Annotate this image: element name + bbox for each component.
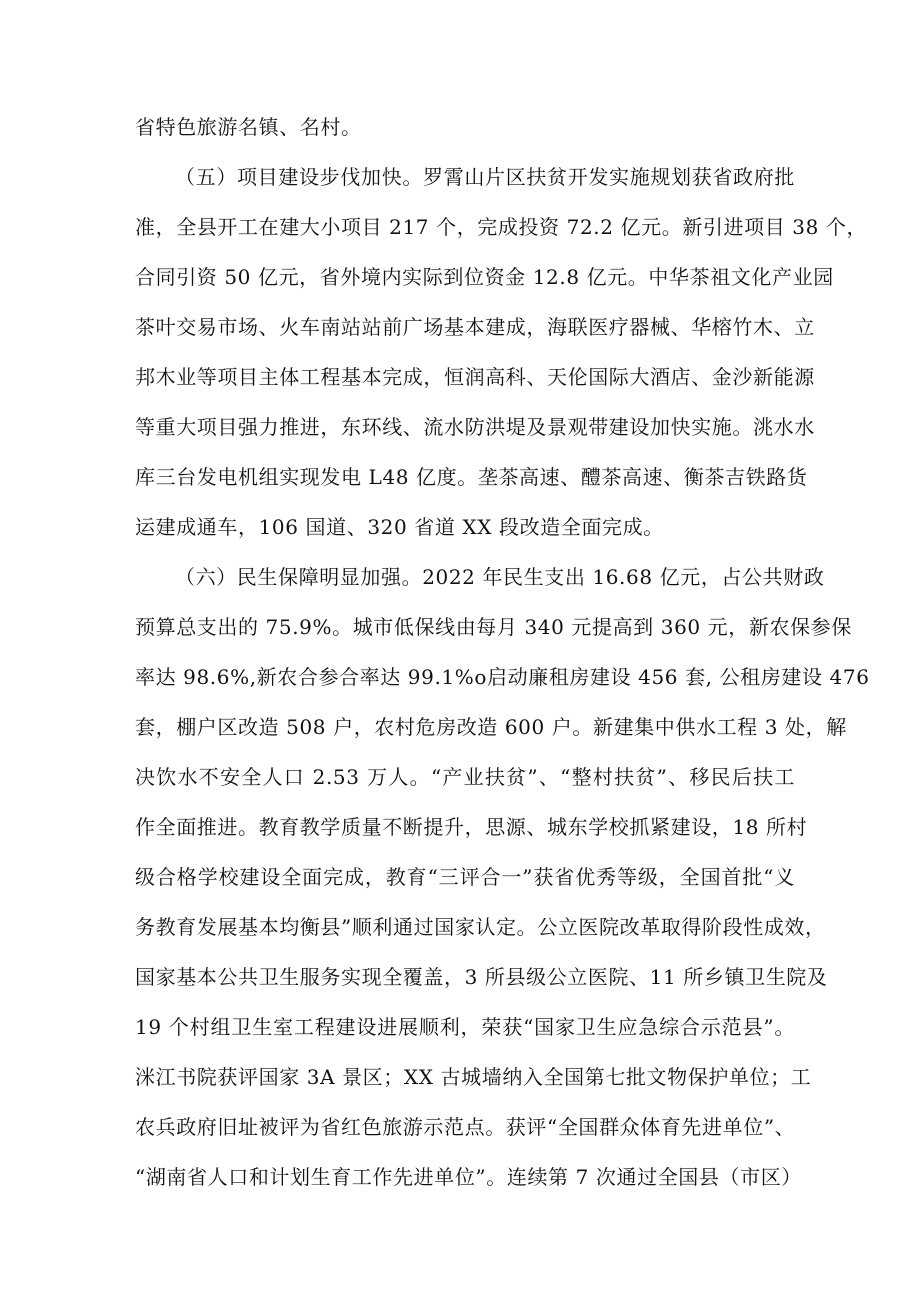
text-line: 合同引资 50 亿元，省外境内实际到位资金 12.8 亿元。中华茶祖文化产业园	[135, 265, 834, 289]
text-line: 作全面推进。教育教学质量不断提升，思源、城东学校抓紧建设，18 所村	[135, 815, 808, 839]
text-line: 准，全县开工在建大小项目 217 个，完成投资 72.2 亿元。新引进项目 38 个，	[135, 215, 868, 239]
text-line: 务教育发展基本均衡县”顺利通过国家认定。公立医院改革取得阶段性成效，	[135, 915, 826, 939]
text-line: 预算总支出的 75.9%。城市低保线由每月 340 元提高到 360 元，新农保参保	[135, 615, 852, 639]
text-line: 茶叶交易市场、火车南站站前广场基本建成，海联医疗器械、华榕竹木、立	[135, 315, 815, 339]
text-line: 邦木业等项目主体工程基本完成，恒润高科、天伦国际大酒店、金沙新能源	[135, 365, 815, 389]
text-line: 省特色旅游名镇、名村。	[135, 115, 362, 139]
text-line: 率达 98.6%,新农合参合率达 99.1%o启动廉租房建设 456 套, 公租房建设 476	[135, 665, 870, 689]
paragraph-six-first-line: （六）民生保障明显加强。2022 年民生支出 16.68 亿元，占公共财政	[175, 565, 825, 589]
text-line: 运建成通车，106 国道、320 省道 XX 段改造全面完成。	[135, 515, 664, 539]
text-line: “湖南省人口和计划生育工作先进单位”。连续第 7 次通过全国县（市区）	[135, 1165, 802, 1189]
text-line: 库三台发电机组实现发电 L48 亿度。垄茶高速、醴茶高速、衡茶吉铁路货	[135, 465, 808, 489]
text-line: 决饮水不安全人口 2.53 万人。“产业扶贫”、“整村扶贫”、移民后扶工	[135, 765, 795, 789]
text-line: 洣江书院获评国家 3A 景区；XX 古城墙纳入全国第七批文物保护单位；工	[135, 1065, 812, 1089]
text-line: 套，棚户区改造 508 户，农村危房改造 600 户。新建集中供水工程 3 处，解	[135, 715, 847, 739]
text-line: 农兵政府旧址被评为省红色旅游示范点。获评“全国群众体育先进单位”、	[135, 1115, 796, 1139]
text-line: 国家基本公共卫生服务实现全覆盖，3 所县级公立医院、11 所乡镇卫生院及	[135, 965, 828, 989]
text-line: 等重大项目强力推进，东环线、流水防洪堤及景观带建设加快实施。洮水水	[135, 415, 815, 439]
text-line: 级合格学校建设全面完成，教育“三评合一”获省优秀等级，全国首批“义	[135, 865, 795, 889]
paragraph-five-first-line: （五）项目建设步伐加快。罗霄山片区扶贫开发实施规划获省政府批	[175, 165, 795, 189]
text-line: 19 个村组卫生室工程建设进展顺利，荣获“国家卫生应急综合示范县”。	[135, 1015, 795, 1039]
